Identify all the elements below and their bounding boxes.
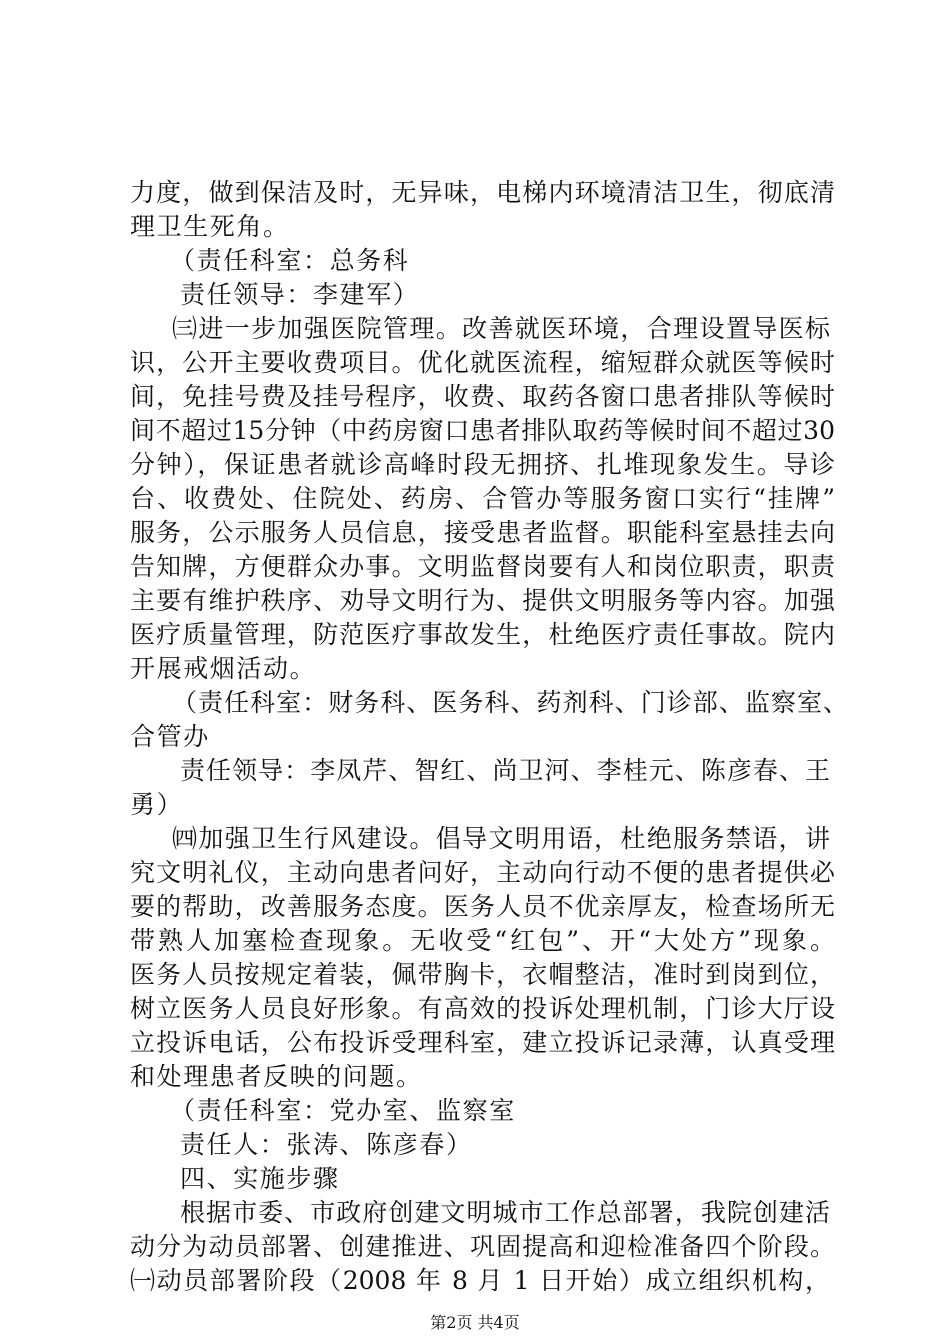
text-line: 理卫生死角。 [130, 212, 290, 241]
text-line: 带熟人加塞检查现象。无收受“红包”、开“大处方”现象。 [130, 926, 835, 955]
text-line: 分钟），保证患者就诊高峰时段无拥挤、扎堆现象发生。导诊 [130, 450, 835, 479]
text-line: 根据市委、市政府创建文明城市工作总部署，我院创建活 [180, 1198, 830, 1227]
section-heading-line: ㈢进一步加强医院管理。改善就医环境，合理设置导医标 [172, 314, 830, 343]
section-title: 四、实施步骤 [180, 1164, 340, 1193]
text-line: ㈠动员部署阶段（2008 年 8 月 1 日开始）成立组织机构， [130, 1266, 830, 1295]
text-line: 主要有维护秩序、劝导文明行为、提供文明服务等内容。加强 [130, 586, 835, 615]
responsible-leader-line: 责任领导：李建军） [180, 280, 420, 309]
text-line: 医务人员按规定着装，佩带胸卡，衣帽整洁，准时到岗到位， [130, 960, 835, 989]
text-line: 合管办 [130, 722, 210, 751]
text-line: 开展戒烟活动。 [130, 654, 317, 683]
page-number-footer: 第2页 共4页 [430, 1313, 520, 1332]
text-line: 医疗质量管理，防范医疗事故发生，杜绝医疗责任事故。院内 [130, 620, 835, 649]
text-line: 动分为动员部署、创建推进、巩固提高和迎检准备四个阶段。 [130, 1232, 835, 1261]
text-line: 勇） [130, 790, 184, 819]
text-line: 间不超过15分钟（中药房窗口患者排队取药等候时间不超过30 [130, 416, 835, 445]
text-line: 间，免挂号费及挂号程序，收费、取药各窗口患者排队等候时 [130, 382, 835, 411]
text-line: 台、收费处、住院处、药房、合管办等服务窗口实行“挂牌” [130, 484, 835, 513]
text-line: 识，公开主要收费项目。优化就医流程，缩短群众就医等候时 [130, 348, 835, 377]
responsible-leader-line: 责任领导：李凤芹、智红、尚卫河、李桂元、陈彦春、王 [180, 756, 830, 785]
text-line: 立投诉电话，公布投诉受理科室，建立投诉记录薄，认真受理 [130, 1028, 835, 1057]
text-line: 树立医务人员良好形象。有高效的投诉处理机制，门诊大厅设 [130, 994, 835, 1023]
text-line: 服务，公示服务人员信息，接受患者监督。职能科室悬挂去向 [130, 518, 835, 547]
text-line: 力度，做到保洁及时，无异味，电梯内环境清洁卫生，彻底清 [130, 178, 835, 207]
text-line: 要的帮助，改善服务态度。医务人员不优亲厚友，检查场所无 [130, 892, 835, 921]
text-line: 告知牌，方便群众办事。文明监督岗要有人和岗位职责，职责 [130, 552, 835, 581]
responsible-dept-line: （责任科室：党办室、监察室 [170, 1096, 516, 1125]
text-line: 究文明礼仪，主动向患者问好，主动向行动不便的患者提供必 [130, 858, 835, 887]
section-heading-line: ㈣加强卫生行风建设。倡导文明用语，杜绝服务禁语，讲 [172, 824, 830, 853]
responsible-person-line: 责任人：张涛、陈彦春） [180, 1130, 473, 1159]
text-line: 和处理患者反映的问题。 [130, 1062, 423, 1091]
responsible-dept-line: （责任科室：总务科 [170, 246, 410, 275]
responsible-dept-line: （责任科室：财务科、医务科、药剂科、门诊部、监察室、 [172, 688, 848, 717]
